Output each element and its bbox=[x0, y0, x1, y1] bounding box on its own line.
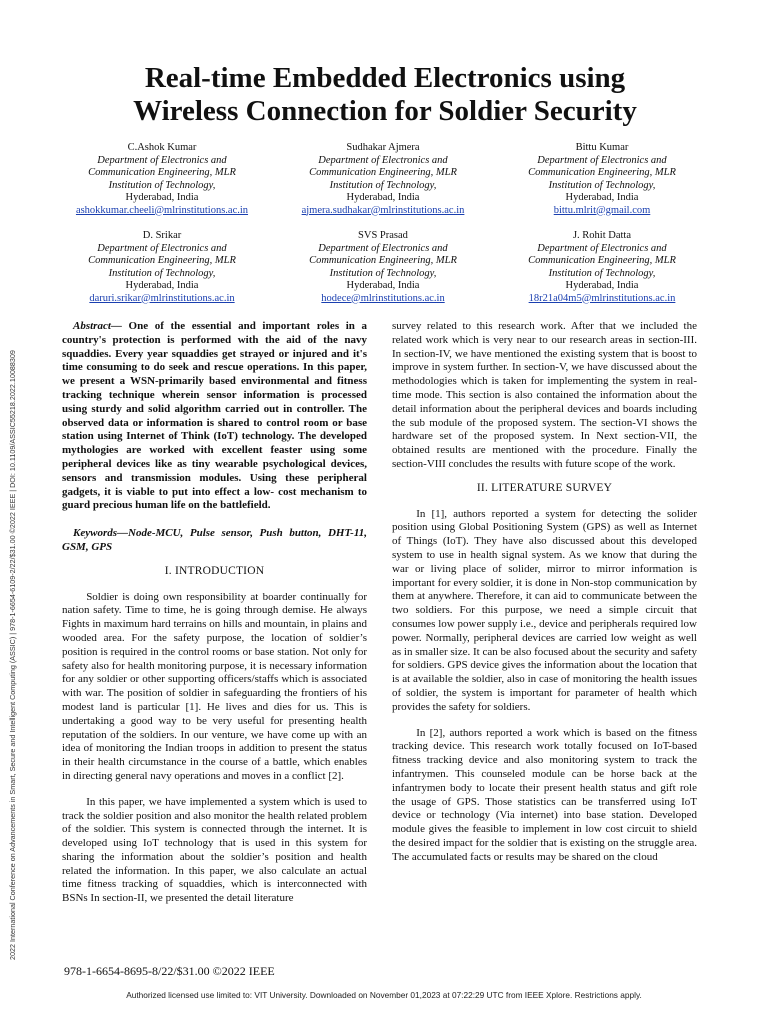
footer-price-copyright: 978-1-6654-8695-8/22/$31.00 ©2022 IEEE bbox=[64, 964, 275, 978]
author-dept: Communication Engineering, MLR bbox=[309, 167, 457, 178]
author-dept: Communication Engineering, MLR bbox=[309, 255, 457, 266]
author-dept: Department of Electronics and bbox=[97, 242, 227, 254]
author-email-link[interactable]: bittu.mlrit@gmail.com bbox=[553, 204, 651, 216]
author-dept: Department of Electronics and bbox=[318, 154, 448, 166]
author-city: Hyderabad, India bbox=[125, 280, 199, 291]
author-city: Hyderabad, India bbox=[346, 280, 420, 291]
author-dept: Department of Electronics and bbox=[537, 242, 667, 254]
intro-paragraph-2: In this paper, we have implemented a system which is used to track the soldier position and also monitor the health related problem of the soldier. This system is connected through the internet. It is developed using IoT technology that is used in this system for sharing the information about the soldier’s position and health related the information. In this paper, we also calculate an actual time fitness tracking of squaddies, which is interconnected with BSNs In section-II, we presented the detail literature bbox=[62, 795, 367, 905]
author-block-3 bbox=[502, 142, 702, 217]
author-institution: Institution of Technology, bbox=[329, 179, 437, 191]
author-institution: Institution of Technology, bbox=[108, 179, 216, 191]
author-block-6 bbox=[502, 230, 702, 305]
author-block-2 bbox=[283, 142, 483, 217]
author-email-link[interactable]: daruri.srikar@mlrinstitutions.ac.in bbox=[89, 292, 235, 304]
keywords: Keywords—Node-MCU, Pulse sensor, Push button, DHT-11, GSM, GPS bbox=[62, 527, 367, 553]
section-heading-introduction: I. INTRODUCTION bbox=[164, 564, 265, 577]
author-dept: Communication Engineering, MLR bbox=[88, 167, 236, 178]
footer-license-notice: Authorized licensed use limited to: VIT University. Downloaded on November 01,2023 at 07:22:29 UTC from IEEE Xplore. Restrictions apply. bbox=[126, 990, 642, 1000]
abstract-paragraph bbox=[62, 320, 367, 513]
author-institution: Institution of Technology, bbox=[548, 267, 656, 279]
abstract-text: One of the essential and important roles in a country's protection is performed with the aid of the navy squaddies. Every year squaddies get strayed or injured and it's time consuming to do seek and rescue operations. In this paper, we present a WSN-primarily based environmental and fitness tracking technique wherein sensor information is processed using sturdy and solid algorithm carried out in controller. The observed data or information is shared to control room or base station using Internet of Think (IoT) technology. The developed mythologies are worked with excellent feaster using some peripheral devices like as tiny wearable psychological devices, sensors and transmission modules. Using these peripheral gadgets, it is viable to put into effect a low- cost mechanism to guard precious human life on the battlefield. bbox=[62, 320, 367, 512]
author-dept: Department of Electronics and bbox=[537, 154, 667, 166]
author-institution: Institution of Technology, bbox=[548, 179, 656, 191]
author-block-4 bbox=[62, 230, 262, 305]
author-city: Hyderabad, India bbox=[346, 192, 420, 203]
literature-paragraph-1: In [1], authors reported a system for detecting the solider position using Global Positioning System (GPS) as well as Internet of Things (IoT). They have also discussed about this developed system to use in health signal system. As we know that during the war or living place of solider, mirror to mirror information is important for every soldier, it is done in Non-stop communication by them at anywhere. Therefore, it can aid to communicate between the two soldiers. For this purpose, we need a simple circuit that consumes low power supply i.e., device and peripherals required low power. Normally, peripheral devices are carried low weight as well as in smaller size. It can be also focused about the security and safety for soldiers. GPS device gives the information about the location that is at available the soldier, also in case of monitoring the health issues of soldier, the system is important for parameter of health which provides the safety for soldiers. bbox=[392, 507, 697, 713]
author-institution: Institution of Technology, bbox=[329, 267, 437, 279]
author-city: Hyderabad, India bbox=[565, 192, 639, 203]
author-city: Hyderabad, India bbox=[565, 280, 639, 291]
side-doi-text: 2022 International Conference on Advancements in Smart, Secure and Intelligent Computing (ASSIC) | 978-1-6654-6109-2/22/$31.00 ©2022 IEEE | DOI: 10.1109/ASSIC55218.2022.10088309 bbox=[8, 350, 17, 960]
author-institution: Institution of Technology, bbox=[108, 267, 216, 279]
right-column bbox=[392, 320, 697, 864]
author-email-link[interactable]: ashokkumar.cheeli@mlrinstitutions.ac.in bbox=[75, 204, 249, 216]
author-email-link[interactable]: 18r21a04m5@mlrinstitutions.ac.in bbox=[528, 292, 676, 304]
author-email-link[interactable]: ajmera.sudhakar@mlrinstitutions.ac.in bbox=[301, 204, 465, 216]
author-name: J. Rohit Datta bbox=[572, 230, 632, 241]
title-line-1: Real-time Embedded Electronics using bbox=[144, 62, 626, 94]
author-email-link[interactable]: hodece@mlrinstitutions.ac.in bbox=[321, 292, 445, 304]
left-column bbox=[62, 320, 367, 906]
section-heading-literature-survey: II. LITERATURE SURVEY bbox=[476, 481, 613, 494]
author-dept: Communication Engineering, MLR bbox=[88, 255, 236, 266]
author-name: Bittu Kumar bbox=[575, 142, 629, 153]
author-dept: Department of Electronics and bbox=[318, 242, 448, 254]
author-name: D. Srikar bbox=[142, 230, 182, 241]
author-dept: Communication Engineering, MLR bbox=[528, 255, 676, 266]
author-name: Sudhakar Ajmera bbox=[346, 142, 420, 153]
author-name: SVS Prasad bbox=[358, 230, 408, 241]
title-line-2: Wireless Connection for Soldier Security bbox=[133, 95, 637, 127]
author-dept: Department of Electronics and bbox=[97, 154, 227, 166]
intro-paragraph-continued: survey related to this research work. After that we included the related work which is very near to our research areas in section-III. In section-IV, we have mentioned the existing system that is boost to improve in system further. In section-V, we have discussed about the methodologies which is taken for implementing the system in real-time mode. This section is also contained the information about the detail information about the peripheral devices and boards including the sub module of the proposed system. The section-VI shows the hardware set of the proposed system. In Next section-VII, the obtained results are mentioned with the procedure. Finally the section-VIII concludes the results with future scope of the work. bbox=[392, 320, 697, 470]
author-name: C.Ashok Kumar bbox=[127, 142, 197, 153]
paper-title bbox=[60, 62, 710, 128]
literature-paragraph-2: In [2], authors reported a work which is based on the fitness tracking device. This research work totally focused on IoT-based fitness tracking device and also monitoring system to track the infantrymen. This counseled module can be horse back at the infantrymen body to locate their present health status and gift role the usage of GPS. Those statistics can be transferred using IoT device or technology (Via internet) into base station. Developed module gives the feasible to implement in low cost circuit to shield the desired impact for the soldier that is existing on the struggle area. The accumulated facts or results may be shared on the cloud bbox=[392, 726, 697, 863]
author-dept: Communication Engineering, MLR bbox=[528, 167, 676, 178]
intro-paragraph-1: Soldier is doing own responsibility at boarder continually for nation safety. Time to time, he is going through demise. He always Fights in maximum hard terrains on hills and mountain, in plains and wooded area. For the safety purpose, the location of soldier’s position is required in the control rooms or base station. Not only for safety also for health monitoring purpose, it is necessary information for any soldier or other supporting officers/staffs which is associated with war. The position of soldier in safeguarding the frontiers of his modest land is particular [1]. He lives and dies for us. This is undertaking a good way to be very useful for presenting health reputation of the soldiers. In our venture, we have come up with an idea of monitoring the Indian troops in addition to present the status in their health circumstance in the course of a battle, which enables in directing general navy operations and moves in a conflict [2]. bbox=[62, 590, 367, 782]
author-block-5 bbox=[283, 230, 483, 305]
author-city: Hyderabad, India bbox=[125, 192, 199, 203]
abstract-label: Abstract— bbox=[73, 320, 122, 332]
author-block-1 bbox=[62, 142, 262, 217]
